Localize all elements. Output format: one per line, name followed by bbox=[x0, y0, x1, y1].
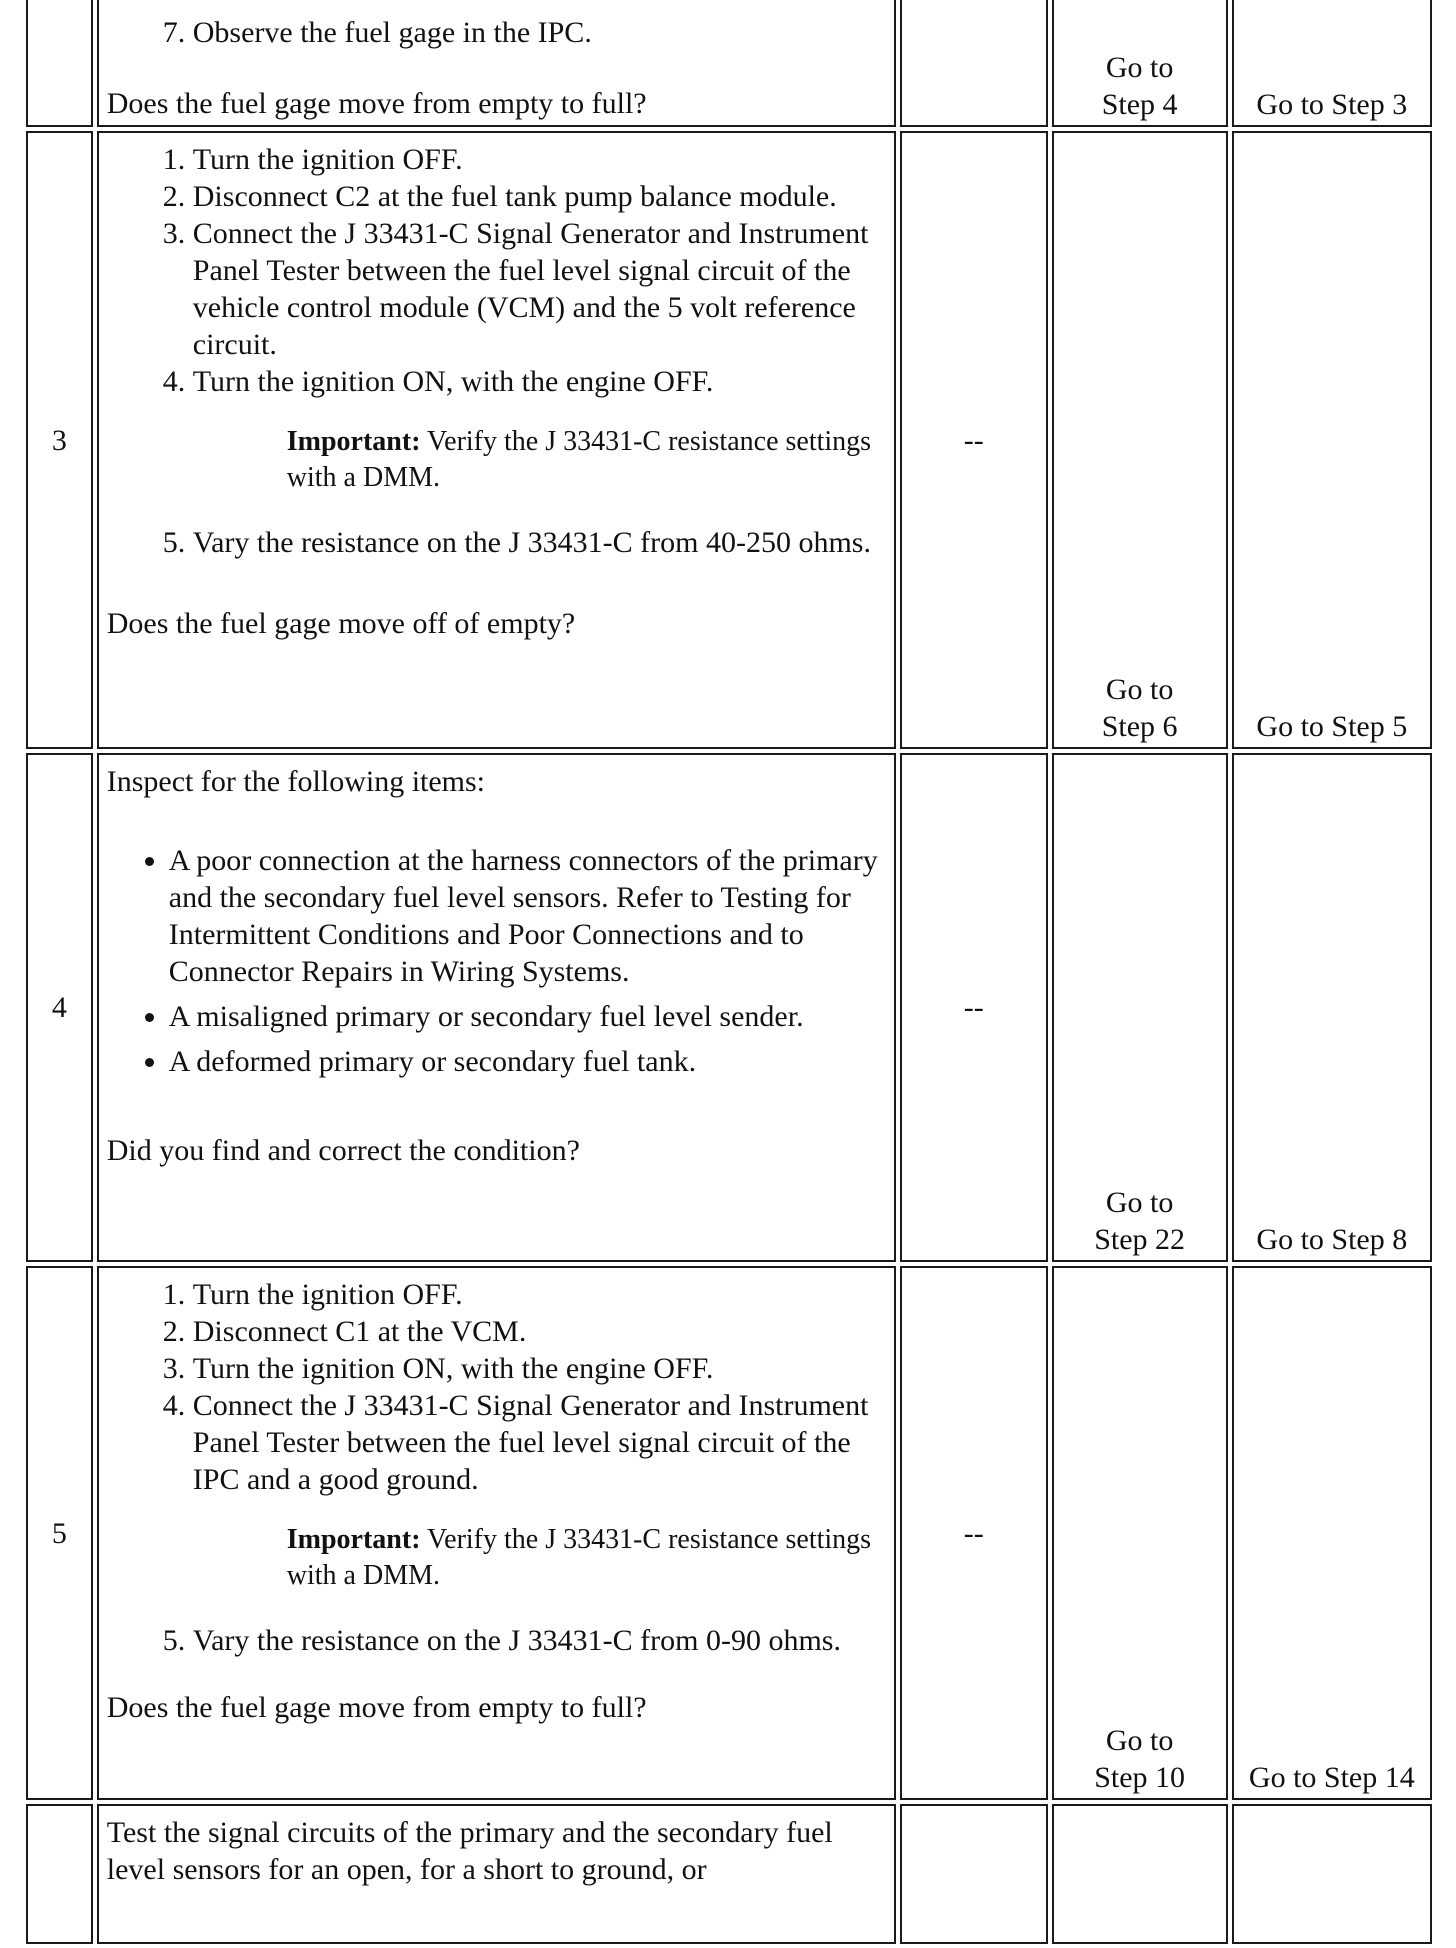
list-item: 3. Turn the ignition ON, with the engine OFF. bbox=[193, 1350, 890, 1387]
question-text: Does the fuel gage move from empty to full? bbox=[106, 1691, 647, 1724]
list-item: 1. Turn the ignition OFF. bbox=[193, 141, 890, 178]
diagnostic-table bbox=[22, 0, 1436, 1948]
no-cell bbox=[1232, 0, 1432, 127]
step-number-cell: 4 bbox=[26, 753, 93, 1262]
no-cell bbox=[1232, 1804, 1432, 1944]
table-row bbox=[26, 0, 1432, 127]
action-cell bbox=[97, 131, 896, 749]
list-item: • A misaligned primary or secondary fuel level sender. bbox=[169, 998, 890, 1035]
question-text: Did you find and correct the condition? bbox=[106, 1134, 580, 1167]
step-number-cell bbox=[26, 0, 93, 127]
value-cell: -- bbox=[900, 131, 1048, 749]
list-item: 1. Turn the ignition OFF. bbox=[193, 1276, 890, 1313]
list-item: 4. Connect the J 33431-C Signal Generator and Instrument Panel Tester between the fuel level signal circuit of the IPC and a good ground. bbox=[193, 1387, 890, 1498]
list-item: 5. Vary the resistance on the J 33431-C from 40-250 ohms. bbox=[193, 524, 890, 561]
table-row bbox=[26, 1266, 1432, 1800]
yes-cell bbox=[1052, 1804, 1228, 1944]
no-cell bbox=[1232, 1266, 1432, 1800]
list-item: 5. Vary the resistance on the J 33431-C from 0-90 ohms. bbox=[193, 1622, 890, 1659]
important-note bbox=[107, 1522, 890, 1594]
table-row bbox=[26, 1804, 1432, 1944]
step-number-cell: 5 bbox=[26, 1266, 93, 1800]
action-cell bbox=[97, 753, 896, 1262]
yes-link: Go to Step 22 bbox=[1094, 1186, 1186, 1256]
important-note bbox=[107, 424, 890, 496]
yes-link: Go to Step 4 bbox=[1101, 51, 1178, 121]
yes-link: Go to Step 6 bbox=[1101, 673, 1178, 743]
intro-text: Test the signal circuits of the primary and the secondary fuel level sensors for an open, for a short to ground, or bbox=[106, 1816, 833, 1886]
no-link: Go to Step 14 bbox=[1248, 1761, 1415, 1794]
no-link: Go to Step 5 bbox=[1256, 710, 1408, 743]
important-text: Verify the J 33431-C resistance settings with a DMM. bbox=[286, 1524, 872, 1591]
step-number-cell bbox=[26, 1804, 93, 1944]
list-item: • A deformed primary or secondary fuel tank. bbox=[169, 1043, 890, 1080]
table-row bbox=[26, 131, 1432, 749]
yes-link: Go to Step 10 bbox=[1094, 1724, 1186, 1794]
value-cell bbox=[900, 0, 1048, 127]
value-cell: -- bbox=[900, 1266, 1048, 1800]
no-cell bbox=[1232, 753, 1432, 1262]
important-label: Important: bbox=[286, 1524, 421, 1555]
intro-text: Inspect for the following items: bbox=[106, 765, 486, 798]
step-number-cell: 3 bbox=[26, 131, 93, 749]
action-cell bbox=[97, 1266, 896, 1800]
list-item: 4. Turn the ignition ON, with the engine OFF. bbox=[193, 363, 890, 400]
value-cell: -- bbox=[900, 753, 1048, 1262]
value-cell bbox=[900, 1804, 1048, 1944]
action-cell bbox=[97, 0, 896, 127]
question-text: Does the fuel gage move from empty to full? bbox=[106, 87, 647, 120]
no-link: Go to Step 3 bbox=[1256, 88, 1408, 121]
table-row bbox=[26, 753, 1432, 1262]
list-item: • A poor connection at the harness connectors of the primary and the secondary fuel level sensors. Refer to Testing for Intermittent Conditions and Poor Connections and to Connector Repairs in Wiring Systems. bbox=[169, 842, 890, 990]
question-text: Does the fuel gage move off of empty? bbox=[106, 607, 576, 640]
yes-cell bbox=[1052, 753, 1228, 1262]
yes-cell bbox=[1052, 0, 1228, 127]
list-item: 3. Connect the J 33431-C Signal Generator and Instrument Panel Tester between the fuel level signal circuit of the vehicle control module (VCM) and the 5 volt reference circuit. bbox=[193, 215, 890, 363]
action-cell bbox=[97, 1804, 896, 1944]
important-text: Verify the J 33431-C resistance settings with a DMM. bbox=[286, 426, 872, 493]
list-item: 2. Disconnect C2 at the fuel tank pump balance module. bbox=[193, 178, 890, 215]
list-item: 7. Observe the fuel gage in the IPC. bbox=[193, 14, 890, 51]
no-link: Go to Step 8 bbox=[1256, 1223, 1408, 1256]
important-label: Important: bbox=[286, 426, 421, 457]
yes-cell bbox=[1052, 131, 1228, 749]
no-cell bbox=[1232, 131, 1432, 749]
yes-cell bbox=[1052, 1266, 1228, 1800]
list-item: 2. Disconnect C1 at the VCM. bbox=[193, 1313, 890, 1350]
